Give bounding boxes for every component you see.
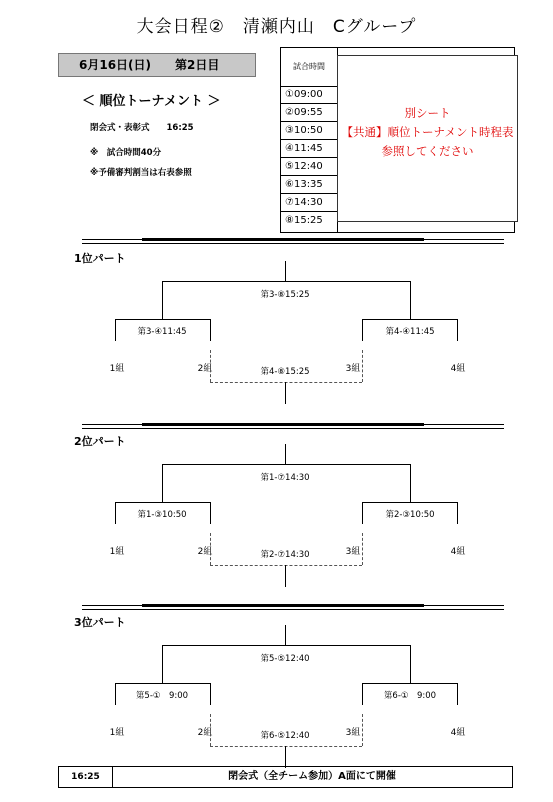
date-label: 6月16日(日) [79, 58, 152, 72]
semi-match-label: 第1-③10:50 [137, 510, 187, 520]
separator [82, 424, 504, 429]
bracket-line [362, 319, 363, 341]
schedule-time: ⑦14:30 [281, 194, 337, 212]
final-match-label: 第5-⑤12:40 [260, 654, 310, 664]
semi-match-label: 第4-④11:45 [385, 327, 435, 337]
part-title: 1位パート [74, 252, 126, 265]
bracket-line [162, 281, 410, 282]
schedule-time: ①09:00 [281, 86, 337, 104]
bracket-line [457, 683, 458, 705]
separator [82, 239, 504, 244]
schedule-time: ⑧15:25 [285, 215, 323, 226]
footer-text: 閉会式（全チーム参加）A面にて開催 [228, 771, 396, 782]
third-place-match-label: 第4-⑧15:25 [260, 367, 310, 377]
bracket-line [285, 261, 286, 281]
day-label: 第2日目 [175, 58, 220, 72]
bracket-line [457, 502, 458, 524]
bracket-line [362, 683, 457, 684]
bracket-line [362, 319, 457, 320]
date-bar [58, 53, 256, 77]
group-label: 2組 [197, 728, 213, 738]
final-match-label: 第1-⑦14:30 [260, 473, 310, 483]
bracket-line [285, 625, 286, 645]
third-place-line [362, 350, 363, 382]
third-place-line [210, 382, 362, 383]
bracket-line [210, 319, 211, 341]
group-label: 2組 [197, 364, 213, 374]
overlay-line2: 【共通】順位トーナメント時程表 [341, 125, 514, 139]
group-label: 1組 [109, 547, 125, 557]
footer-row [58, 766, 513, 788]
bracket-line [362, 502, 363, 524]
bracket-line [285, 565, 286, 587]
bracket-line [362, 502, 457, 503]
bracket-line [115, 683, 116, 705]
part-title: 3位パート [74, 616, 126, 629]
group-label: 4組 [450, 364, 466, 374]
bracket-line [285, 444, 286, 464]
schedule-time: ④11:45 [281, 140, 337, 158]
bracket-line [162, 645, 163, 683]
group-label: 3組 [345, 364, 361, 374]
bracket-line [457, 319, 458, 341]
group-label: 3組 [345, 728, 361, 738]
bracket-line [115, 502, 210, 503]
bracket-line [410, 645, 411, 683]
separator [82, 605, 504, 610]
notice-overlay [337, 55, 518, 222]
bracket-line [115, 683, 210, 684]
group-label: 4組 [450, 547, 466, 557]
match-time-note: ※ 試合時間40分 [90, 148, 162, 158]
overlay-line1: 別シート [404, 106, 451, 120]
schedule-time: ⑥13:35 [281, 176, 337, 194]
tournament-heading: ＜ 順位トーナメント ＞ [82, 94, 221, 109]
third-place-line [362, 714, 363, 746]
group-label: 2組 [197, 547, 213, 557]
group-label: 4組 [450, 728, 466, 738]
third-place-line [210, 746, 362, 747]
bracket-line [285, 746, 286, 768]
third-place-line [210, 565, 362, 566]
bracket-line [115, 502, 116, 524]
third-place-line [210, 350, 211, 382]
semi-match-label: 第6-① 9:00 [383, 691, 437, 701]
third-place-match-label: 第2-⑦14:30 [260, 550, 310, 560]
schedule-time: ⑤12:40 [281, 158, 337, 176]
third-place-line [362, 533, 363, 565]
bracket-line [410, 464, 411, 502]
bracket-line [162, 281, 163, 319]
third-place-line [210, 714, 211, 746]
ceremony-note: 閉会式・表彰式 16:25 [90, 123, 194, 133]
semi-match-label: 第5-① 9:00 [135, 691, 189, 701]
semi-match-label: 第3-④11:45 [137, 327, 187, 337]
bracket-line [162, 464, 163, 502]
group-label: 3組 [345, 547, 361, 557]
bracket-line [362, 683, 363, 705]
group-label: 1組 [109, 728, 125, 738]
schedule-time: ②09:55 [281, 104, 337, 122]
page-title: 大会日程② 清瀬内山 Cグループ [136, 17, 417, 37]
bracket-line [410, 281, 411, 319]
bracket-line [210, 683, 211, 705]
schedule-time: ③10:50 [281, 122, 337, 140]
bracket-line [285, 382, 286, 404]
bracket-line [162, 645, 410, 646]
bracket-line [115, 319, 210, 320]
referee-note: ※予備審判割当は右表参照 [90, 168, 192, 178]
semi-match-label: 第2-③10:50 [385, 510, 435, 520]
final-match-label: 第3-⑧15:25 [260, 290, 310, 300]
group-label: 1組 [109, 364, 125, 374]
third-place-line [210, 533, 211, 565]
bracket-line [162, 464, 410, 465]
overlay-line3: 参照してください [381, 144, 474, 158]
bracket-line [210, 502, 211, 524]
footer-time: 16:25 [59, 767, 113, 787]
third-place-match-label: 第6-⑤12:40 [260, 731, 310, 741]
part-title: 2位パート [74, 435, 126, 448]
schedule-header: 試合時間 [281, 48, 337, 87]
bracket-line [115, 319, 116, 341]
